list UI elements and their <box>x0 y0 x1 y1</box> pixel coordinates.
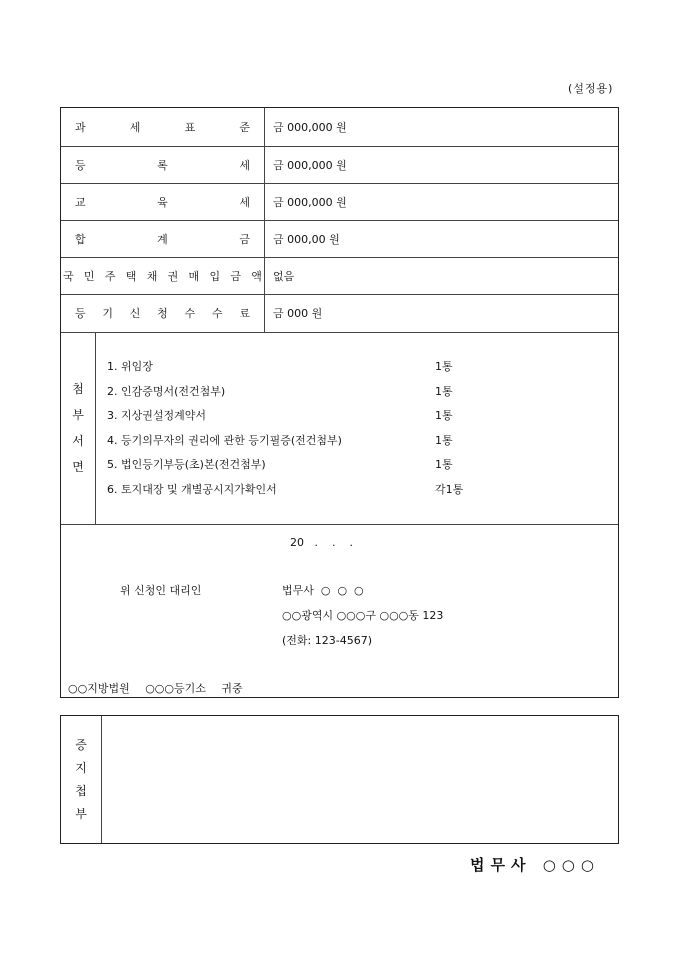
label-char: 민 <box>83 269 95 283</box>
label-char: 면 <box>72 460 84 474</box>
stamp-attachment-box <box>60 715 619 844</box>
label-char: 등 <box>75 307 86 320</box>
label-char: 계 <box>157 232 168 246</box>
attachment-name: 1. 위임장 <box>107 360 153 373</box>
label-char: 신 <box>129 307 141 320</box>
stamp-label <box>61 716 102 843</box>
fee-row-registration-tax <box>61 146 618 184</box>
label-char: 첩 <box>75 783 87 798</box>
list-item <box>107 355 527 380</box>
label-char: 매 <box>188 269 200 283</box>
fee-label <box>61 183 265 220</box>
fee-value: 금 000,00 원 <box>273 232 340 246</box>
label-char: 금 <box>230 269 242 283</box>
label-char: 수 <box>211 307 223 320</box>
label-char: 과 <box>75 121 86 134</box>
label-char: 주 <box>104 269 116 283</box>
list-item <box>107 429 527 454</box>
label-char: 교 <box>75 195 86 209</box>
attachment-count: 1통 <box>435 384 453 398</box>
label-char: 첨 <box>72 382 84 396</box>
fee-label <box>61 257 265 294</box>
fee-value: 금 000,000 원 <box>273 195 347 209</box>
label-char: 등 <box>75 158 86 172</box>
list-item <box>107 478 527 503</box>
label-char: 세 <box>239 195 250 209</box>
fee-value: 없음 <box>273 269 295 283</box>
fee-label <box>61 108 265 146</box>
footer-signature: 법무사 ○○○ <box>470 856 600 874</box>
fee-value: 금 000,000 원 <box>273 158 347 172</box>
label-char: 료 <box>239 307 250 320</box>
label-char: 증 <box>75 737 87 752</box>
attachment-count: 각1통 <box>435 482 464 496</box>
attachment-name: 5. 법인등기부등(초)본(전건첨부) <box>107 458 266 471</box>
fee-row-education-tax <box>61 183 618 221</box>
agent-phone: (전화: 123-4567) <box>282 634 372 647</box>
label-char: 채 <box>146 269 158 283</box>
attachments-label <box>61 332 96 524</box>
label-char: 세 <box>239 158 250 172</box>
label-char: 금 <box>239 232 250 246</box>
attachment-count: 1통 <box>435 458 453 471</box>
fee-row-housing-bond <box>61 257 618 295</box>
attachment-count: 1통 <box>435 360 453 373</box>
label-char: 지 <box>75 760 87 775</box>
attachment-name: 3. 지상권설정계약서 <box>107 409 206 422</box>
label-char: 세 <box>129 121 141 134</box>
fee-label <box>61 220 265 257</box>
label-char: 합 <box>75 232 86 246</box>
list-item <box>107 380 527 405</box>
fee-row-filing-fee <box>61 294 618 333</box>
list-item <box>107 404 527 429</box>
fee-value: 금 000,000 원 <box>273 121 347 134</box>
label-char: 준 <box>239 121 250 134</box>
label-char: 부 <box>72 408 84 422</box>
label-char: 록 <box>157 158 168 172</box>
label-char: 표 <box>184 121 196 134</box>
stamp-area <box>102 716 618 843</box>
application-date: 20 . . . <box>290 536 353 549</box>
registry-name: ○○○등기소 <box>145 682 206 695</box>
court-recipient <box>68 680 255 696</box>
label-char: 기 <box>102 307 114 320</box>
agent-label: 위 신청인 대리인 <box>120 584 202 597</box>
attachment-count: 1통 <box>435 433 453 447</box>
label-char: 입 <box>209 269 221 283</box>
label-char: 액 <box>251 269 262 283</box>
agent-address: ○○광역시 ○○○구 ○○○동 123 <box>282 609 444 622</box>
label-char: 서 <box>72 434 84 448</box>
fee-row-total <box>61 220 618 258</box>
attachment-name: 2. 인감증명서(전건첨부) <box>107 384 226 398</box>
fee-label <box>61 146 265 183</box>
label-char: 육 <box>157 195 168 209</box>
attachment-count: 1통 <box>435 409 453 422</box>
recipient-honorific: 귀중 <box>221 682 243 695</box>
label-char: 국 <box>63 269 74 283</box>
agent-name: 법무사 ○ ○ ○ <box>282 584 364 597</box>
document-type: (설정용) <box>568 82 614 95</box>
list-item <box>107 453 527 478</box>
fee-value: 금 000 원 <box>273 307 323 320</box>
court-name: ○○지방법원 <box>68 682 130 695</box>
attachments-list <box>107 355 527 502</box>
label-char: 청 <box>157 307 168 320</box>
fee-label <box>61 294 265 332</box>
attachment-name: 4. 등기의무자의 권리에 관한 등기필증(전건첨부) <box>107 433 342 447</box>
label-char: 택 <box>125 269 137 283</box>
label-char: 수 <box>184 307 196 320</box>
label-char: 부 <box>75 806 87 821</box>
attachment-name: 6. 토지대장 및 개별공시지가확인서 <box>107 482 277 496</box>
fee-row-tax-base <box>61 108 618 147</box>
label-char: 권 <box>167 269 179 283</box>
